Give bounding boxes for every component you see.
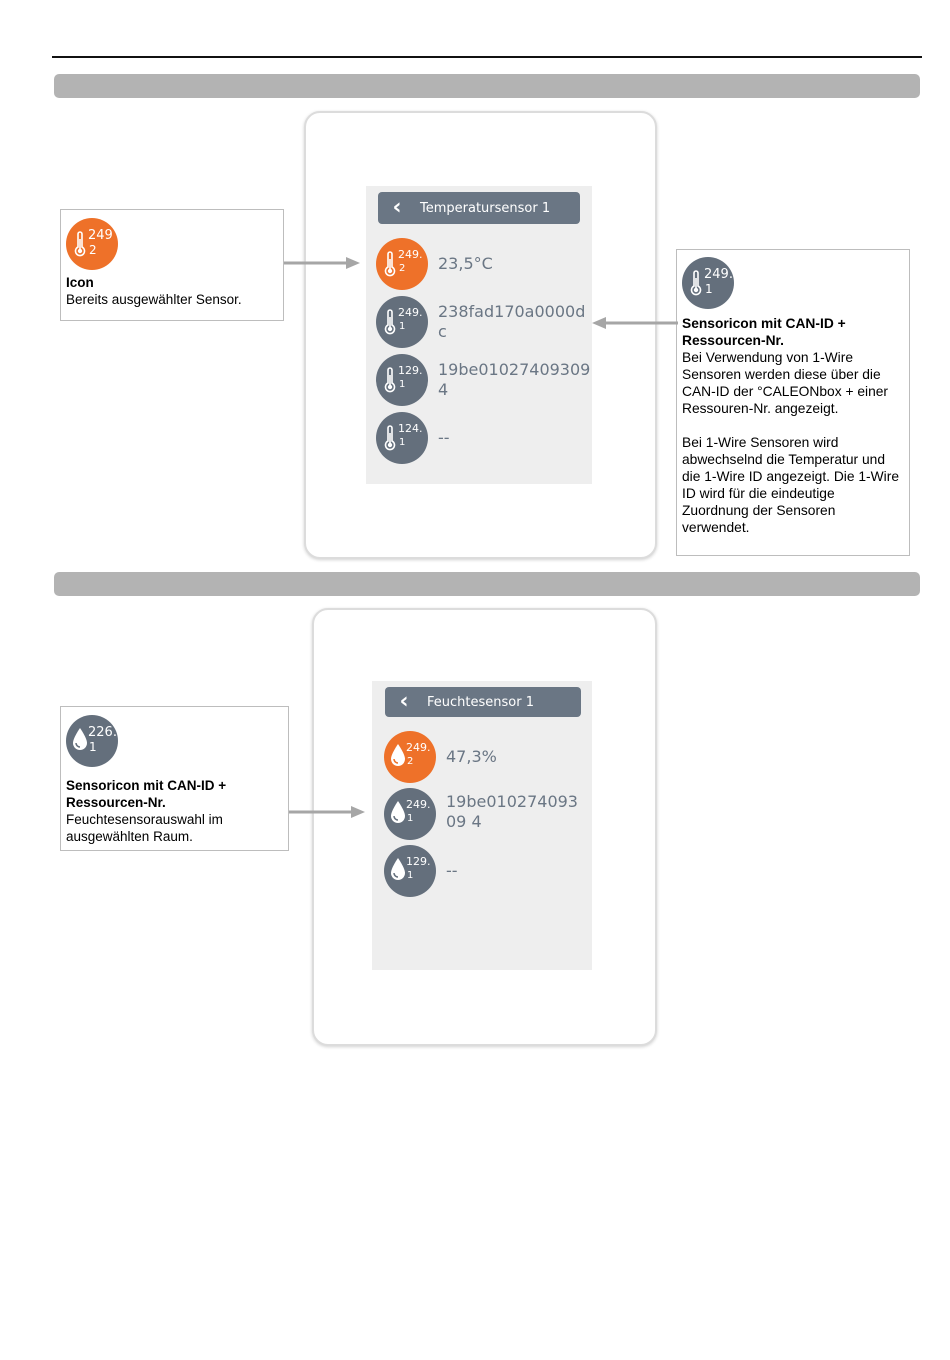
sensor-resource-nr: 2 <box>399 263 406 274</box>
sensor-resource-nr: 1 <box>399 321 406 332</box>
callout-text: Bei Verwendung von 1-Wire Sensoren werden diese über die CAN-ID der °CALEONbox + einer Ressouren-Nr. angezeigt. <box>682 350 889 416</box>
sensor-icon <box>384 845 436 897</box>
callout-title: Sensoricon mit CAN-ID + Ressourcen-Nr. <box>682 316 846 348</box>
sensor-resource-nr: 1 <box>407 870 414 881</box>
thermometer-icon <box>690 270 702 296</box>
sensor-row[interactable] <box>384 788 586 840</box>
sensor-value: 19be010274093094 <box>438 360 591 399</box>
arrow-right-icon <box>284 254 364 272</box>
icon-resource-nr: 1 <box>89 740 97 754</box>
icon-resource-nr: 1 <box>705 282 713 296</box>
sensor-can-id: 249. <box>406 798 431 811</box>
sensor-row[interactable] <box>376 238 493 290</box>
sensor-can-id: 129. <box>406 855 431 868</box>
thermometer-icon <box>384 309 396 335</box>
sensor-icon <box>384 731 436 783</box>
sensor-can-id: 249. <box>406 741 431 754</box>
sensor-resource-nr: 1 <box>399 379 406 390</box>
thermometer-icon <box>384 251 396 277</box>
chevron-left-icon[interactable]: ‹ <box>392 195 402 220</box>
thermometer-icon <box>384 367 396 393</box>
sensor-value: 19be01027409309 4 <box>446 792 578 831</box>
screen-humidity <box>372 681 592 970</box>
sensor-row[interactable] <box>384 845 458 897</box>
sensor-icon-example <box>66 218 118 270</box>
icon-can-id: 249. <box>704 267 733 282</box>
thermometer-icon <box>384 425 396 451</box>
screen-title-bar <box>378 192 580 224</box>
sensor-icon-example <box>682 257 734 309</box>
sensor-icon <box>376 296 428 348</box>
screen-title: Temperatursensor 1 <box>420 200 551 216</box>
sensor-row[interactable] <box>376 354 592 406</box>
callout-title: Sensoricon mit CAN-ID + Ressourcen-Nr. <box>66 778 227 810</box>
top-rule <box>52 56 922 58</box>
screen-title-bar <box>385 687 581 717</box>
sensor-icon <box>376 412 428 464</box>
icon-can-id: 249 <box>88 228 113 243</box>
section-bar-temperature <box>54 74 920 98</box>
droplet-icon <box>390 799 406 825</box>
chevron-left-icon[interactable]: ‹ <box>399 689 409 714</box>
droplet-icon <box>390 856 406 882</box>
callout-text: Bei 1-Wire Sensoren wird abwechselnd die Temperatur und die 1-Wire ID angezeigt. Die 1-Wire ID wird für die eindeutige Zuordnung der Sensoren verwendet. <box>682 435 899 535</box>
sensor-row[interactable] <box>376 296 592 348</box>
callout-sensoricon <box>676 249 910 556</box>
sensor-can-id: 249. <box>398 306 423 319</box>
callout-humidity <box>60 706 289 851</box>
section-bar-humidity <box>54 572 920 596</box>
arrow-right-icon <box>289 803 369 821</box>
sensor-icon <box>376 354 428 406</box>
callout-title: Icon <box>66 275 94 290</box>
sensor-value: 238fad170a0000dc <box>438 302 586 341</box>
callout-text: Bereits ausgewählter Sensor. <box>66 292 242 307</box>
droplet-icon <box>72 726 88 752</box>
sensor-value: -- <box>438 428 450 447</box>
icon-can-id: 226. <box>88 725 117 740</box>
screen-temperature <box>366 186 592 484</box>
sensor-can-id: 249. <box>398 248 423 261</box>
callout-icon <box>60 209 284 321</box>
thermometer-icon <box>74 231 86 257</box>
droplet-icon <box>390 742 406 768</box>
sensor-resource-nr: 1 <box>407 813 414 824</box>
arrow-left-icon <box>590 314 678 332</box>
sensor-icon <box>384 788 436 840</box>
callout-text: Feuchtesensorauswahl im ausgewählten Raum. <box>66 812 223 844</box>
sensor-icon <box>376 238 428 290</box>
screen-title: Feuchtesensor 1 <box>427 694 534 710</box>
sensor-row[interactable] <box>384 731 497 783</box>
icon-resource-nr: 2 <box>89 243 97 257</box>
sensor-resource-nr: 2 <box>407 756 414 767</box>
sensor-icon-example <box>66 715 118 767</box>
sensor-can-id: 124. <box>398 422 423 435</box>
sensor-value: -- <box>446 861 458 880</box>
sensor-value: 47,3% <box>446 747 497 766</box>
sensor-row[interactable] <box>376 412 450 464</box>
sensor-can-id: 129. <box>398 364 423 377</box>
sensor-resource-nr: 1 <box>399 437 406 448</box>
sensor-value: 23,5°C <box>438 254 493 273</box>
